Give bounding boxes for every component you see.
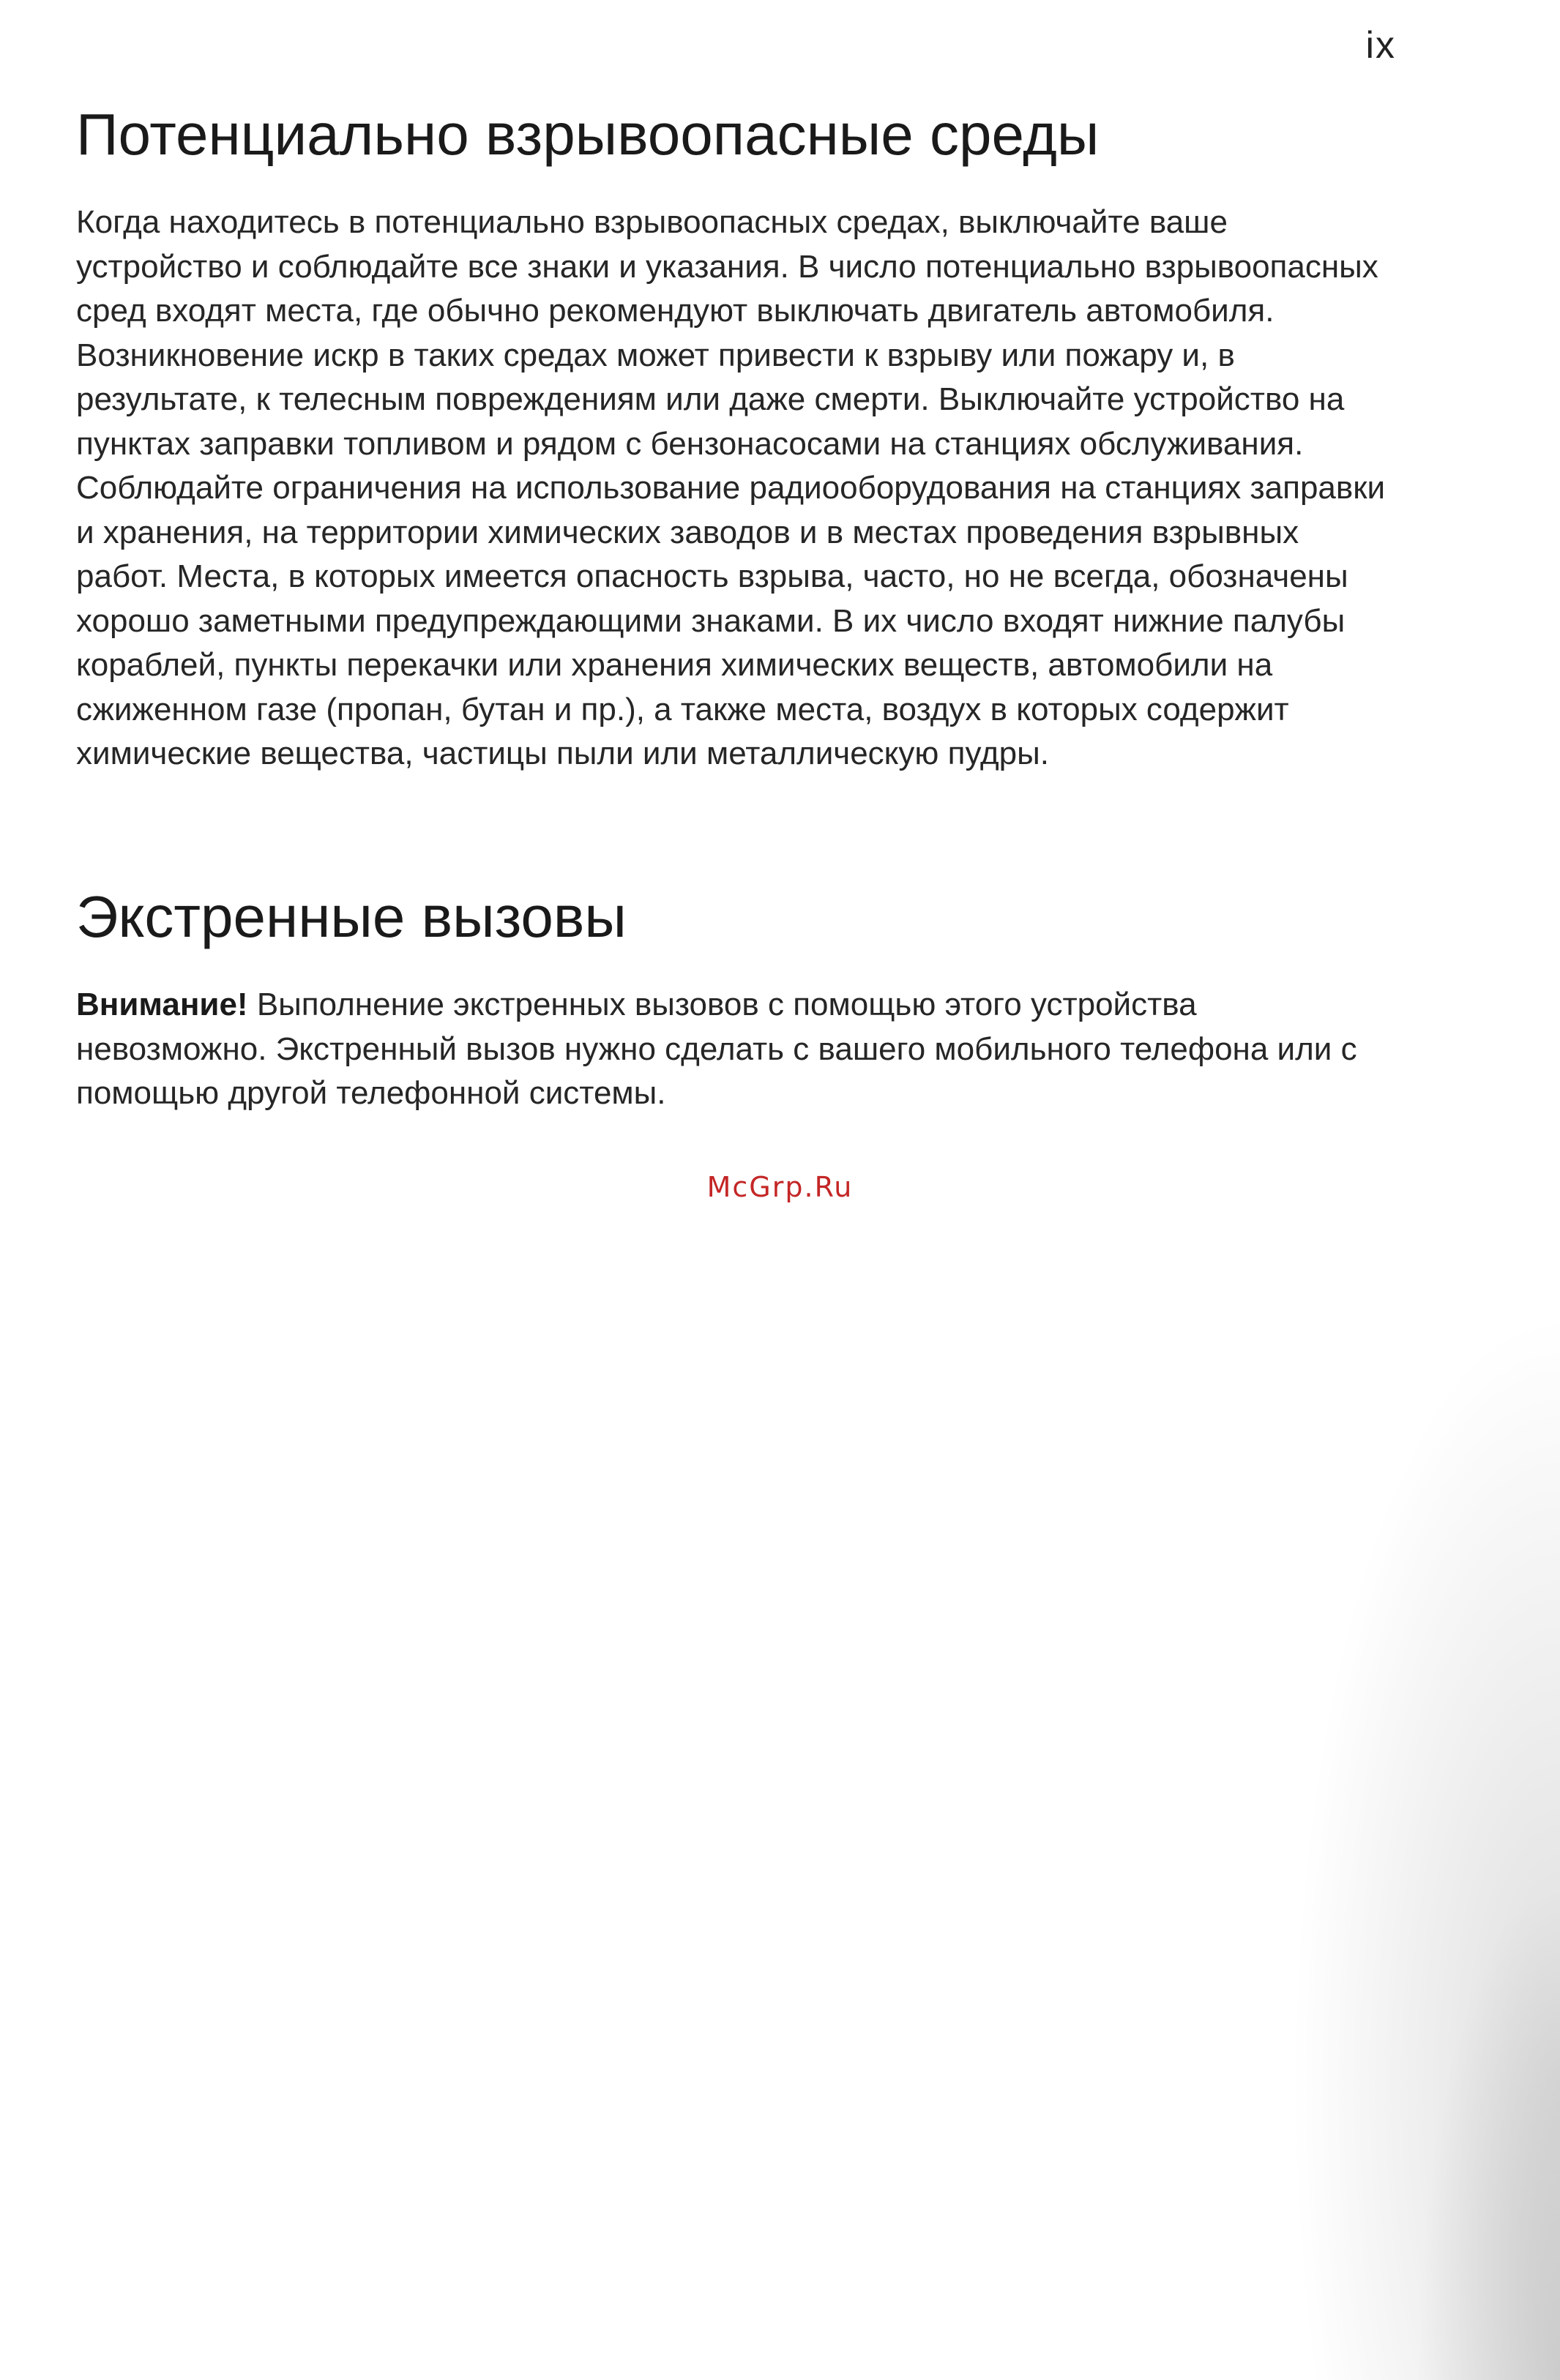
page-number: ix [1365,24,1396,67]
section-body [76,983,1394,1116]
section-heading: Потенциально взрывоопасные среды [76,102,1100,167]
section-emergency-calls [76,882,1394,1116]
section-explosive-environments [76,100,1394,777]
section-heading: Экстренные вызовы [76,884,627,949]
warning-text: Выполнение экстренных вызовов с помощью этого устройства невозможно. Экстренный вызов нужно сделать с вашего мобильного телефона или с помощью другой телефонной системы. [76,987,1357,1111]
section-body: Когда находитесь в потенциально взрывоопасных средах, выключайте ваше устройство и соблюдайте все знаки и указания. В число потенциально взрывоопасных сред входят места, где обычно рекомендуют выключать двигатель автомобиля. Возникновение искр в таких средах может привести к взрыву или пожару и, в результате, к телесным повреждениям или даже смерти. Выключайте устройство на пунктах заправки топливом и рядом с бензонасосами на станциях обслуживания. Соблюдайте ограничения на использование радиооборудования на станциях заправки и хранения, на территории химических заводов и в местах проведения взрывных работ. Места, в которых имеется опасность взрыва, часто, но не всегда, обозначены хорошо заметными предупреждающими знаками. В их число входят нижние палубы кораблей, пункты перекачки или хранения химических веществ, автомобили на сжиженном газе (пропан, бутан и пр.), а также места, воздух в которых содержит химические вещества, частицы пыли или металлическую пудры. [76,204,1386,771]
warning-label: Внимание! [76,987,248,1022]
watermark-link[interactable]: McGrp.Ru [706,1171,854,1203]
